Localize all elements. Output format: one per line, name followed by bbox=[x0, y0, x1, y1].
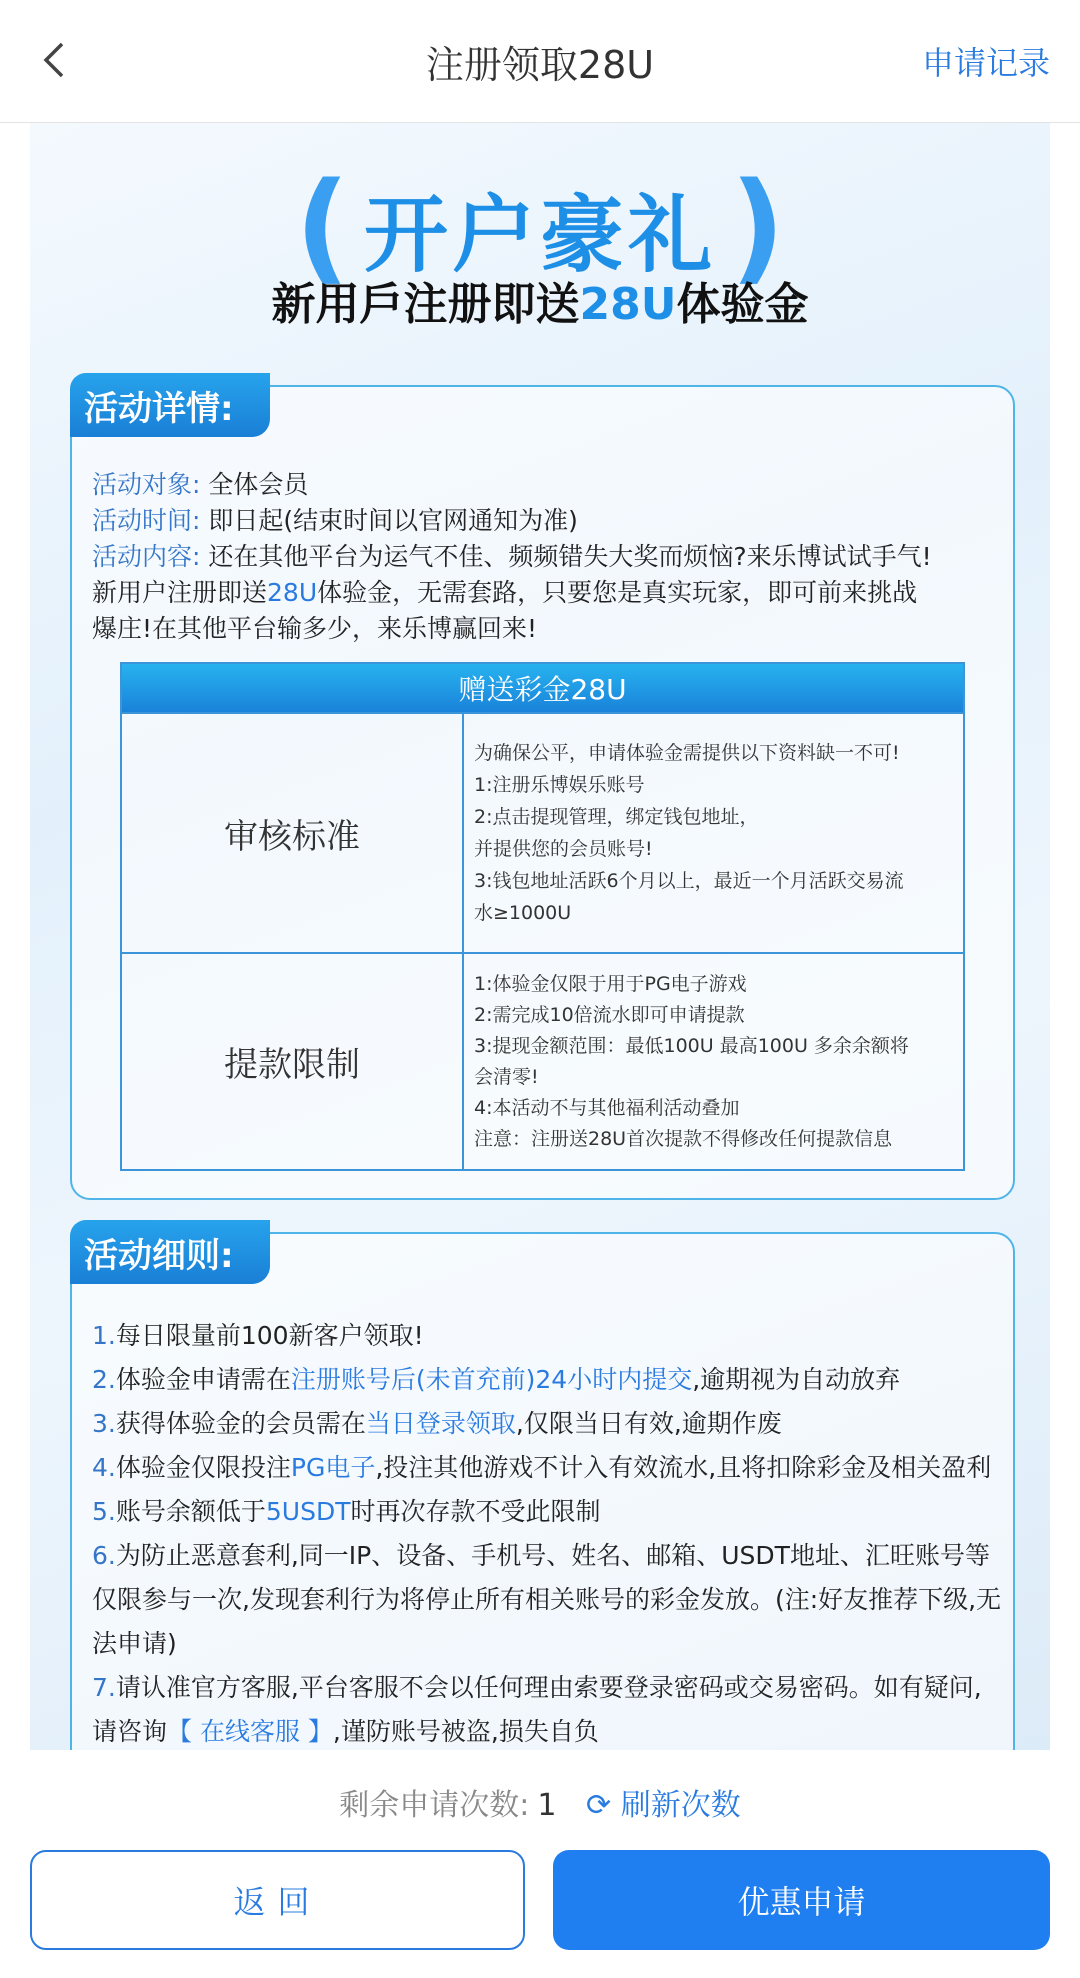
table-row: 审核标准 为确保公平，申请体验金需提供以下资料缺一不可! 1:注册乐博娱乐账号 2:点击提现管理，绑定钱包地址， 并提供您的会员账号! 3:钱包地址活跃6个月以上，最近一个月活跃交易流 水≥1000U bbox=[121, 713, 964, 953]
back-button[interactable]: 返回 bbox=[30, 1850, 525, 1950]
apply-button[interactable]: 优惠申请 bbox=[553, 1850, 1050, 1950]
table-header: 赠送彩金28U bbox=[121, 663, 964, 713]
rule-item: 6.为防止恶意套利,同一IP、设备、手机号、姓名、邮箱、USDT地址、汇旺账号等仅限参与一次,发现套利行为将停止所有相关账号的彩金发放。(注:好友推荐下级,无法申请) bbox=[92, 1541, 1002, 1658]
rule-item: 2.体验金申请需在注册账号后(未首充前)24小时内提交,逾期视为自动放弃 bbox=[92, 1365, 901, 1394]
refresh-icon: ⟳ bbox=[586, 1788, 612, 1823]
table-row: 提款限制 1:体验金仅限于用于PG电子游戏 2:需完成10倍流水即可申请提款 3:提现金额范围：最低100U 最高100U 多余余额将 会清零! 4:本活动不与其他福利活动叠加 注意：注册送28U首次提款不得修改任何提款信息 bbox=[121, 953, 964, 1170]
rule-item: 4.体验金仅限投注PG电子,投注其他游戏不计入有效流水,且将扣除彩金及相关盈利 bbox=[92, 1453, 992, 1482]
details-tab-label: 活动详情: bbox=[70, 373, 270, 437]
details-text: 活动对象: 全体会员 活动时间: 即日起(结束时间以官网通知为准) 活动内容: 还在其他平台为运气不佳、频频错失大奖而烦恼?来乐博试试手气! 新用户注册即送28U体验金，无需套路，只要您是真实玩家，即可前来挑战 爆庄!在其他平台输多少，来乐博赢回来! bbox=[92, 470, 932, 643]
online-service-link[interactable]: 【 在线客服 】 bbox=[167, 1717, 333, 1746]
rule-item: 3.获得体验金的会员需在当日登录领取,仅限当日有效,逾期作废 bbox=[92, 1409, 782, 1438]
rule-item: 1.每日限量前100新客户领取! bbox=[92, 1321, 424, 1350]
top-nav-bar bbox=[0, 0, 1080, 123]
rules-list bbox=[92, 1314, 1003, 1754]
refresh-button[interactable]: ⟳ 刷新次数 bbox=[586, 1788, 741, 1823]
promo-banner bbox=[30, 123, 1050, 1763]
activity-rules-card bbox=[70, 1232, 1015, 1763]
bonus-table bbox=[120, 662, 965, 1171]
rule-item: 5.账号余额低于5USDT时再次存款不受此限制 bbox=[92, 1497, 601, 1526]
rules-tab-label: 活动细则: bbox=[70, 1220, 270, 1284]
rule-item: 7.请认准官方客服,平台客服不会以任何理由索要登录密码或交易密码。如有疑问,请咨询【 在线客服 】,谨防账号被盗,损失自负 bbox=[92, 1673, 982, 1746]
promo-subtitle: 新用戶注册即送28U体验金 bbox=[271, 279, 809, 330]
activity-details-card bbox=[70, 385, 1015, 1200]
apply-record-link[interactable]: 申请记录 bbox=[921, 44, 1050, 82]
remaining-count: 剩余申请次数: 1 ⟳ 刷新次数 bbox=[339, 1788, 741, 1823]
laurel-right-icon: ) bbox=[730, 158, 785, 297]
promo-title: 开户豪礼 bbox=[363, 186, 716, 284]
laurel-left-icon: ( bbox=[295, 158, 350, 297]
page-title: 注册领取28U bbox=[425, 43, 655, 87]
bottom-action-bar bbox=[0, 1750, 1080, 1978]
